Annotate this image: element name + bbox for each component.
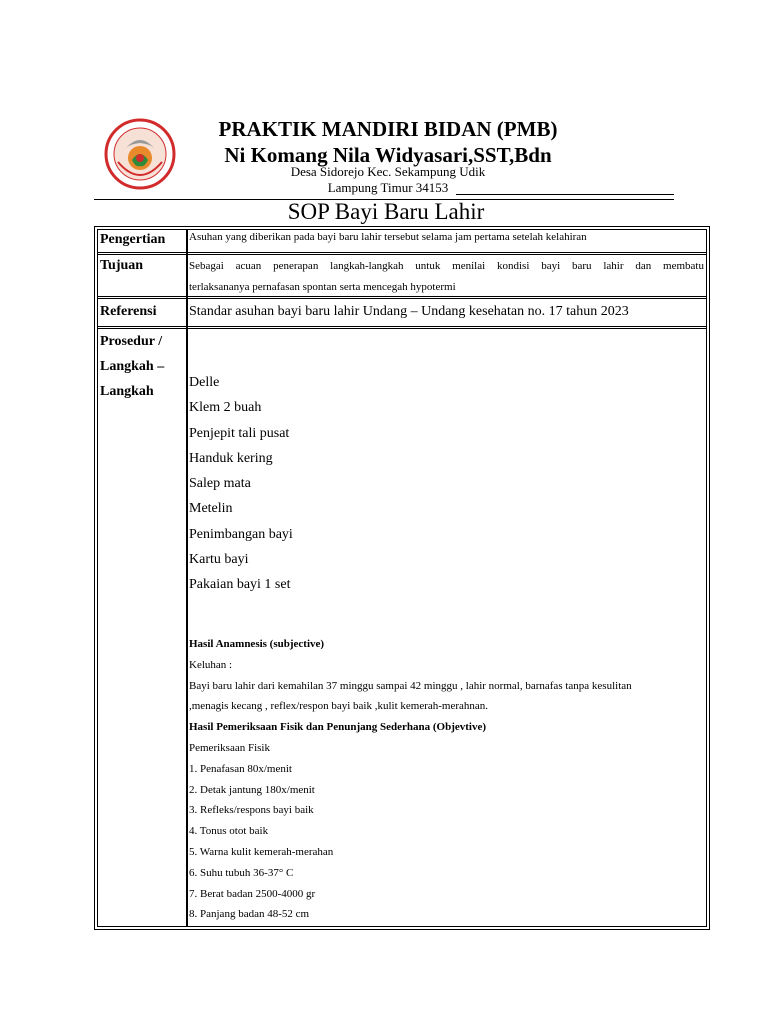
column-divider <box>186 230 188 926</box>
keluhan-label: Keluhan : <box>189 658 233 671</box>
anamnesis-heading: Hasil Anamnesis (subjective) <box>189 638 325 650</box>
finding-item: 5. Warna kulit kemerah-merahan <box>189 845 334 858</box>
address-line-1: Desa Sidorejo Kec. Sekampung Udik <box>290 164 486 179</box>
prosedur-label-line-1: Prosedur / <box>100 334 163 349</box>
midwife-name: Ni Komang Nila Widyasari,SST,Bdn <box>224 143 552 167</box>
clinic-name: PRAKTIK MANDIRI BIDAN (PMB) <box>218 117 558 141</box>
tools-list <box>189 370 293 598</box>
finding-item: 2. Detak jantung 180x/menit <box>189 783 315 796</box>
assessment-section <box>189 634 704 925</box>
finding-item: 3. Refleks/respons bayi baik <box>189 804 314 817</box>
tujuan-text-line-2: terlaksananya pernafasan spontan serta mencegah hypotermi <box>189 281 456 293</box>
tool-item: Delle <box>189 375 220 390</box>
document-title: SOP Bayi Baru Lahir <box>287 199 485 224</box>
referensi-text: Standar asuhan bayi baru lahir Undang – Undang kesehatan no. 17 tahun 2023 <box>189 304 629 319</box>
keluhan-text-line-2: ,menagis kecang , reflex/respon bayi baik ,kulit kemerah-merahnan. <box>189 700 489 713</box>
pemeriksaan-heading: Hasil Pemeriksaan Fisik dan Penunjang Sederhana (Objevtive) <box>189 721 487 734</box>
pengertian-text: Asuhan yang diberikan pada bayi baru lahir tersebut selama jam pertama setelah kelahiran <box>189 231 587 243</box>
address-underline <box>456 194 674 195</box>
prosedur-label-line-2: Langkah – <box>100 359 165 374</box>
finding-item: 4. Tonus otot baik <box>189 825 269 838</box>
finding-item: 8. Panjang badan 48-52 cm <box>189 908 310 921</box>
tool-item: Penjepit tali pusat <box>189 425 290 441</box>
ikatan-bidan-indonesia-logo <box>104 118 176 190</box>
tool-item: Penimbangan bayi <box>189 526 293 542</box>
tool-item: Klem 2 buah <box>189 400 262 416</box>
row-divider <box>98 252 706 253</box>
finding-item: 6. Suhu tubuh 36-37° C <box>189 866 294 879</box>
keluhan-text-line-1: Bayi baru lahir dari kemahilan 37 minggu sampai 42 minggu , lahir normal, barnafas tanpa kesulitan <box>189 679 632 692</box>
tujuan-text-line-1: Sebagai acuan penerapan langkah-langkah untuk menilai kondisi bayi baru lahir dan membatu <box>189 260 704 272</box>
row-divider <box>98 254 706 255</box>
sop-table <box>94 226 710 930</box>
tool-item: Salep mata <box>189 476 251 492</box>
finding-item: 7. Berat badan 2500-4000 gr <box>189 887 316 900</box>
tool-item: Handuk kering <box>189 450 273 466</box>
tool-item: Metelin <box>189 501 233 517</box>
pengertian-label: Pengertian <box>100 232 166 247</box>
pemeriksaan-fisik-label: Pemeriksaan Fisik <box>189 741 270 754</box>
row-divider <box>98 328 706 329</box>
tujuan-label: Tujuan <box>100 258 144 273</box>
prosedur-label-line-3: Langkah <box>100 384 154 399</box>
row-divider <box>98 326 706 327</box>
address-line-2: Lampung Timur 34153 <box>327 180 449 195</box>
tool-item: Kartu bayi <box>189 552 249 568</box>
tool-item: Pakaian bayi 1 set <box>189 577 291 593</box>
referensi-label: Referensi <box>100 304 157 319</box>
row-divider <box>98 298 706 299</box>
sop-table-inner <box>97 229 707 927</box>
finding-item: 1. Penafasan 80x/menit <box>189 762 292 775</box>
